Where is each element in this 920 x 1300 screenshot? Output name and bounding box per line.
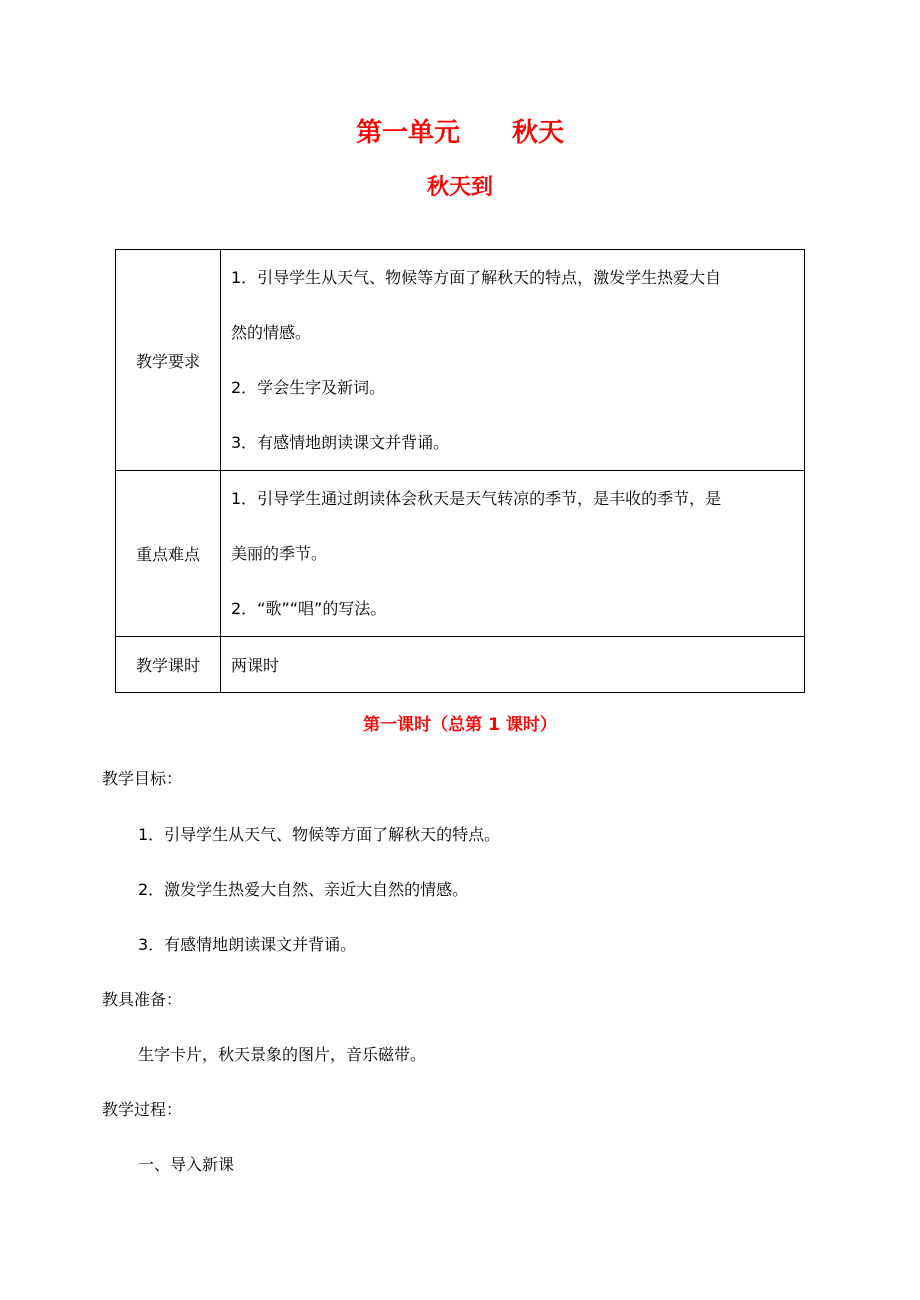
- periods-value: 两课时: [221, 637, 805, 693]
- key-point-line: 1．引导学生通过朗读体会秋天是天气转凉的季节，是丰收的季节，是: [231, 489, 722, 508]
- key-point-line: 2．“歌”“唱”的写法。: [231, 599, 387, 618]
- objectives-label: 教学目标：: [102, 769, 183, 788]
- requirement-line: 然的情感。: [231, 323, 312, 342]
- unit-title: 第一单元 秋天: [355, 118, 564, 148]
- session-heading: 第一课时（总第 1 课时）: [363, 715, 557, 735]
- prep-text: 生字卡片，秋天景象的图片，音乐磁带。: [138, 1045, 427, 1064]
- objective-item: 2．激发学生热爱大自然、亲近大自然的情感。: [138, 880, 469, 899]
- objective-item: 3．有感情地朗读课文并背诵。: [138, 935, 357, 954]
- table-row-key-points: [116, 471, 805, 637]
- periods-label: 教学课时: [116, 637, 221, 693]
- lesson-info-table: [115, 249, 805, 693]
- requirement-line: 2．学会生字及新词。: [231, 378, 386, 397]
- key-points-label: 重点难点: [116, 471, 221, 637]
- key-points-content: [221, 471, 805, 637]
- requirements-content: [221, 250, 805, 471]
- key-point-line: 美丽的季节。: [231, 544, 328, 563]
- requirement-line: 3．有感情地朗读课文并背诵。: [231, 433, 450, 452]
- table-row-requirements: [116, 250, 805, 471]
- lesson-title: 秋天到: [426, 175, 493, 200]
- objective-item: 1．引导学生从天气、物候等方面了解秋天的特点。: [138, 825, 501, 844]
- requirement-line: 1．引导学生从天气、物候等方面了解秋天的特点，激发学生热爱大自: [231, 268, 722, 287]
- requirements-label: 教学要求: [116, 250, 221, 471]
- process-label: 教学过程：: [102, 1100, 183, 1119]
- prep-label: 教具准备：: [102, 990, 183, 1009]
- table-row-periods: [116, 637, 805, 693]
- process-step: 一、导入新课: [138, 1155, 235, 1174]
